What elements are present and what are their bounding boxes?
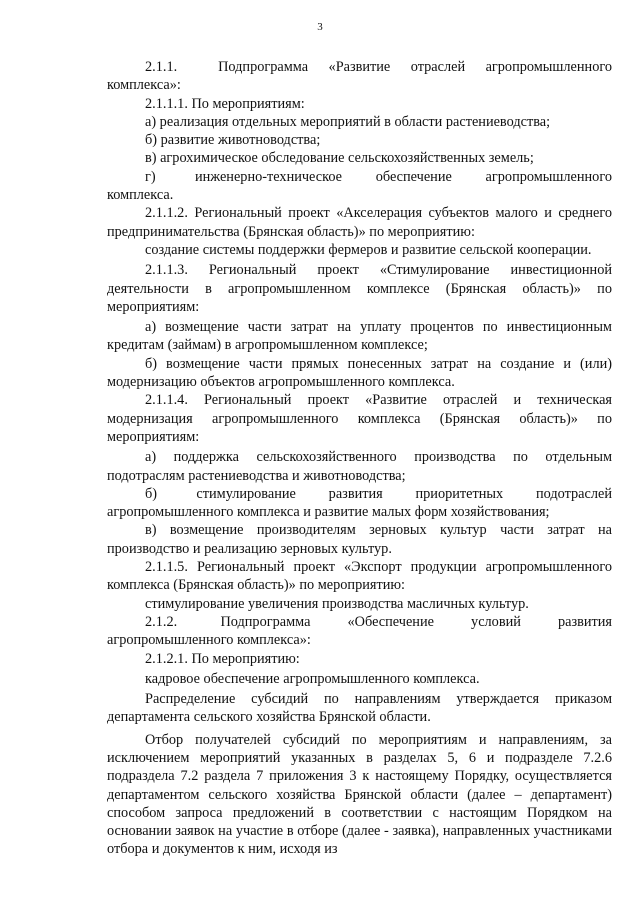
paragraph-2-1-2: 2.1.2. Подпрограмма «Обеспечение условий развития агропромышленного комплекса»:: [107, 613, 612, 649]
list-item-a-interest: а) возмещение части затрат на уплату процентов по инвестиционным кредитам (займам) в агропромышленном комплексе;: [107, 319, 612, 354]
list-item-b-stimulation: б) стимулирование развития приоритетных подотраслей агропромышленного комплекса и развитие малых форм хозяйствования;: [107, 485, 612, 521]
list-item-v-grain: в) возмещение производителям зерновых культур части затрат на производство и реализацию зерновых культур.: [107, 522, 612, 557]
paragraph-2-1-1-1: 2.1.1.1. По мероприятиям:: [145, 95, 305, 112]
list-item-cooperation: создание системы поддержки фермеров и развитие сельской кооперации.: [145, 241, 592, 258]
list-item-a: а) реализация отдельных мероприятий в области растениеводства;: [145, 113, 551, 130]
paragraph-2-1-1: 2.1.1. Подпрограмма «Развитие отраслей агропромышленного комплекса»:: [107, 59, 612, 94]
paragraph-2-1-1-2: 2.1.1.2. Региональный проект «Акселерация субъектов малого и среднего предпринимательства (Брянская область)» по мероприятию:: [107, 205, 612, 240]
paragraph-2-1-1-5: 2.1.1.5. Региональный проект «Экспорт продукции агропромышленного комплекса (Брянская область)» по мероприятию:: [107, 559, 612, 594]
list-item-v: в) агрохимическое обследование сельскохозяйственных земель;: [145, 150, 534, 167]
list-item-a-support: а) поддержка сельскохозяйственного производства по отдельным подотраслям растениеводства и животноводства;: [107, 449, 612, 484]
document-body: [107, 58, 612, 859]
paragraph-2-1-1-4: 2.1.1.4. Региональный проект «Развитие отраслей и техническая модернизация агропромышленного комплекса (Брянская область)» по мероприятиям:: [107, 392, 612, 445]
page-number: 3: [317, 21, 323, 33]
list-item-oilseeds: стимулирование увеличения производства масличных культур.: [145, 595, 529, 612]
paragraph-distribution: Распределение субсидий по направлениям утверждается приказом департамента сельского хозяйства Брянской области.: [107, 691, 612, 726]
list-item-personnel: кадровое обеспечение агропромышленного комплекса.: [145, 670, 480, 687]
list-item-b: б) развитие животноводства;: [145, 132, 321, 149]
paragraph-2-1-1-3: 2.1.1.3. Региональный проект «Стимулирование инвестиционной деятельности в агропромышленном комплексе (Брянская область)» по мероприятиям:: [107, 262, 612, 315]
paragraph-selection: Отбор получателей субсидий по мероприятиям и направлениям, за исключением мероприятий указанных в разделах 5, 6 и подразделе 7.2.6 подраздела 7.2 раздела 7 приложения 3 к настоящему Порядку, осуществляется департаментом сельского хозяйства Брянской области (далее – департамент) способом запроса предложений в соответствии с настоящим Порядком на основании заявок на участие в отборе (далее - заявка), направленных участниками отбора и документов к ним, исходя из: [107, 731, 612, 858]
list-item-b-direct-costs: б) возмещение части прямых понесенных затрат на создание и (или) модернизацию объектов агропромышленного комплекса.: [107, 355, 612, 391]
list-item-g: г) инженерно-техническое обеспечение агропромышленного комплекса.: [107, 168, 612, 204]
paragraph-2-1-2-1: 2.1.2.1. По мероприятию:: [145, 650, 300, 667]
